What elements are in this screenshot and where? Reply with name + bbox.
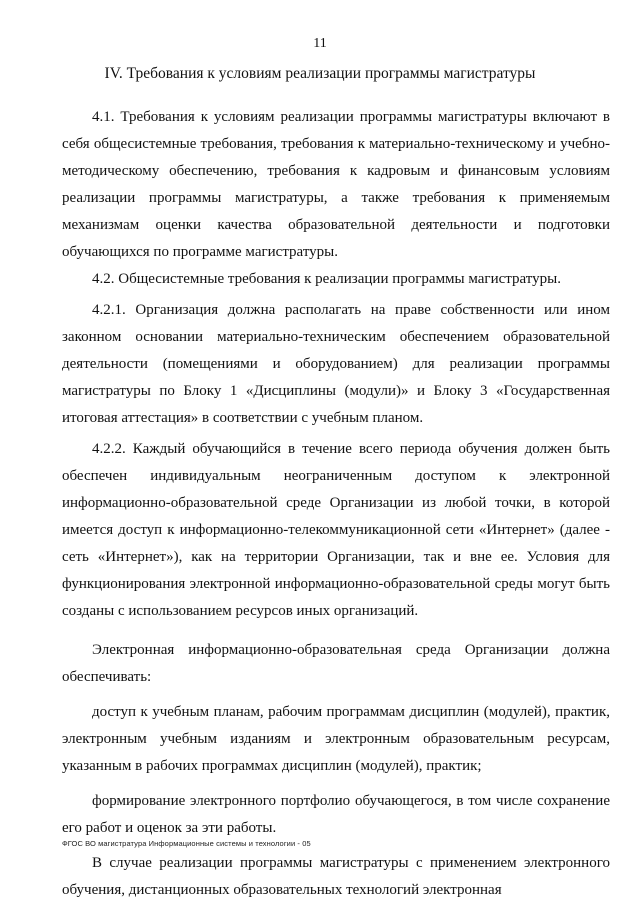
page-number: 11: [313, 36, 327, 51]
paragraph-eios-portfolio: формирование электронного портфолио обучающегося, в том числе сохранение его работ и оценок за эти работы.: [62, 793, 610, 836]
document-body: [62, 104, 610, 904]
page-footer: ФГОС ВО магистратура Информационные системы и технологии - 05: [62, 839, 311, 848]
paragraph-4-2: 4.2. Общесистемные требования к реализации программы магистратуры.: [92, 271, 561, 287]
section-heading: IV. Требования к условиям реализации программы магистратуры: [104, 65, 536, 82]
paragraph-eios-intro: Электронная информационно-образовательная среда Организации должна обеспечивать:: [62, 642, 610, 685]
paragraph-distance-learning: В случае реализации программы магистратуры с применением электронного обучения, дистанционных образовательных технологий электронная: [62, 855, 610, 898]
paragraph-4-1: 4.1. Требования к условиям реализации программы магистратуры включают в себя общесистемные требования, требования к материально-техническому и учебно-методическому обеспечению, требования к кадровым и финансовым условиям реализации программы магистратуры, а также требования к применяемым механизмам оценки качества образовательной деятельности и подготовки обучающихся по программе магистратуры.: [62, 109, 610, 260]
paragraph-4-2-2: 4.2.2. Каждый обучающийся в течение всего периода обучения должен быть обеспечен индивидуальным неограниченным доступом к электронной информационно-образовательной среде Организации из любой точки, в которой имеется доступ к информационно-телекоммуникационной сети «Интернет» (далее - сеть «Интернет»), как на территории Организации, так и вне ее. Условия для функционирования электронной информационно-образовательной среды могут быть созданы с использованием ресурсов иных организаций.: [62, 441, 610, 619]
paragraph-eios-access: доступ к учебным планам, рабочим программам дисциплин (модулей), практик, электронным учебным изданиям и электронным образовательным ресурсам, указанным в рабочих программах дисциплин (модулей), практик;: [62, 704, 610, 774]
paragraph-4-2-1: 4.2.1. Организация должна располагать на праве собственности или ином законном основании материально-техническим обеспечением образовательной деятельности (помещениями и оборудованием) для реализации программы магистратуры по Блоку 1 «Дисциплины (модули)» и Блоку 3 «Государственная итоговая аттестация» в соответствии с учебным планом.: [62, 302, 610, 426]
